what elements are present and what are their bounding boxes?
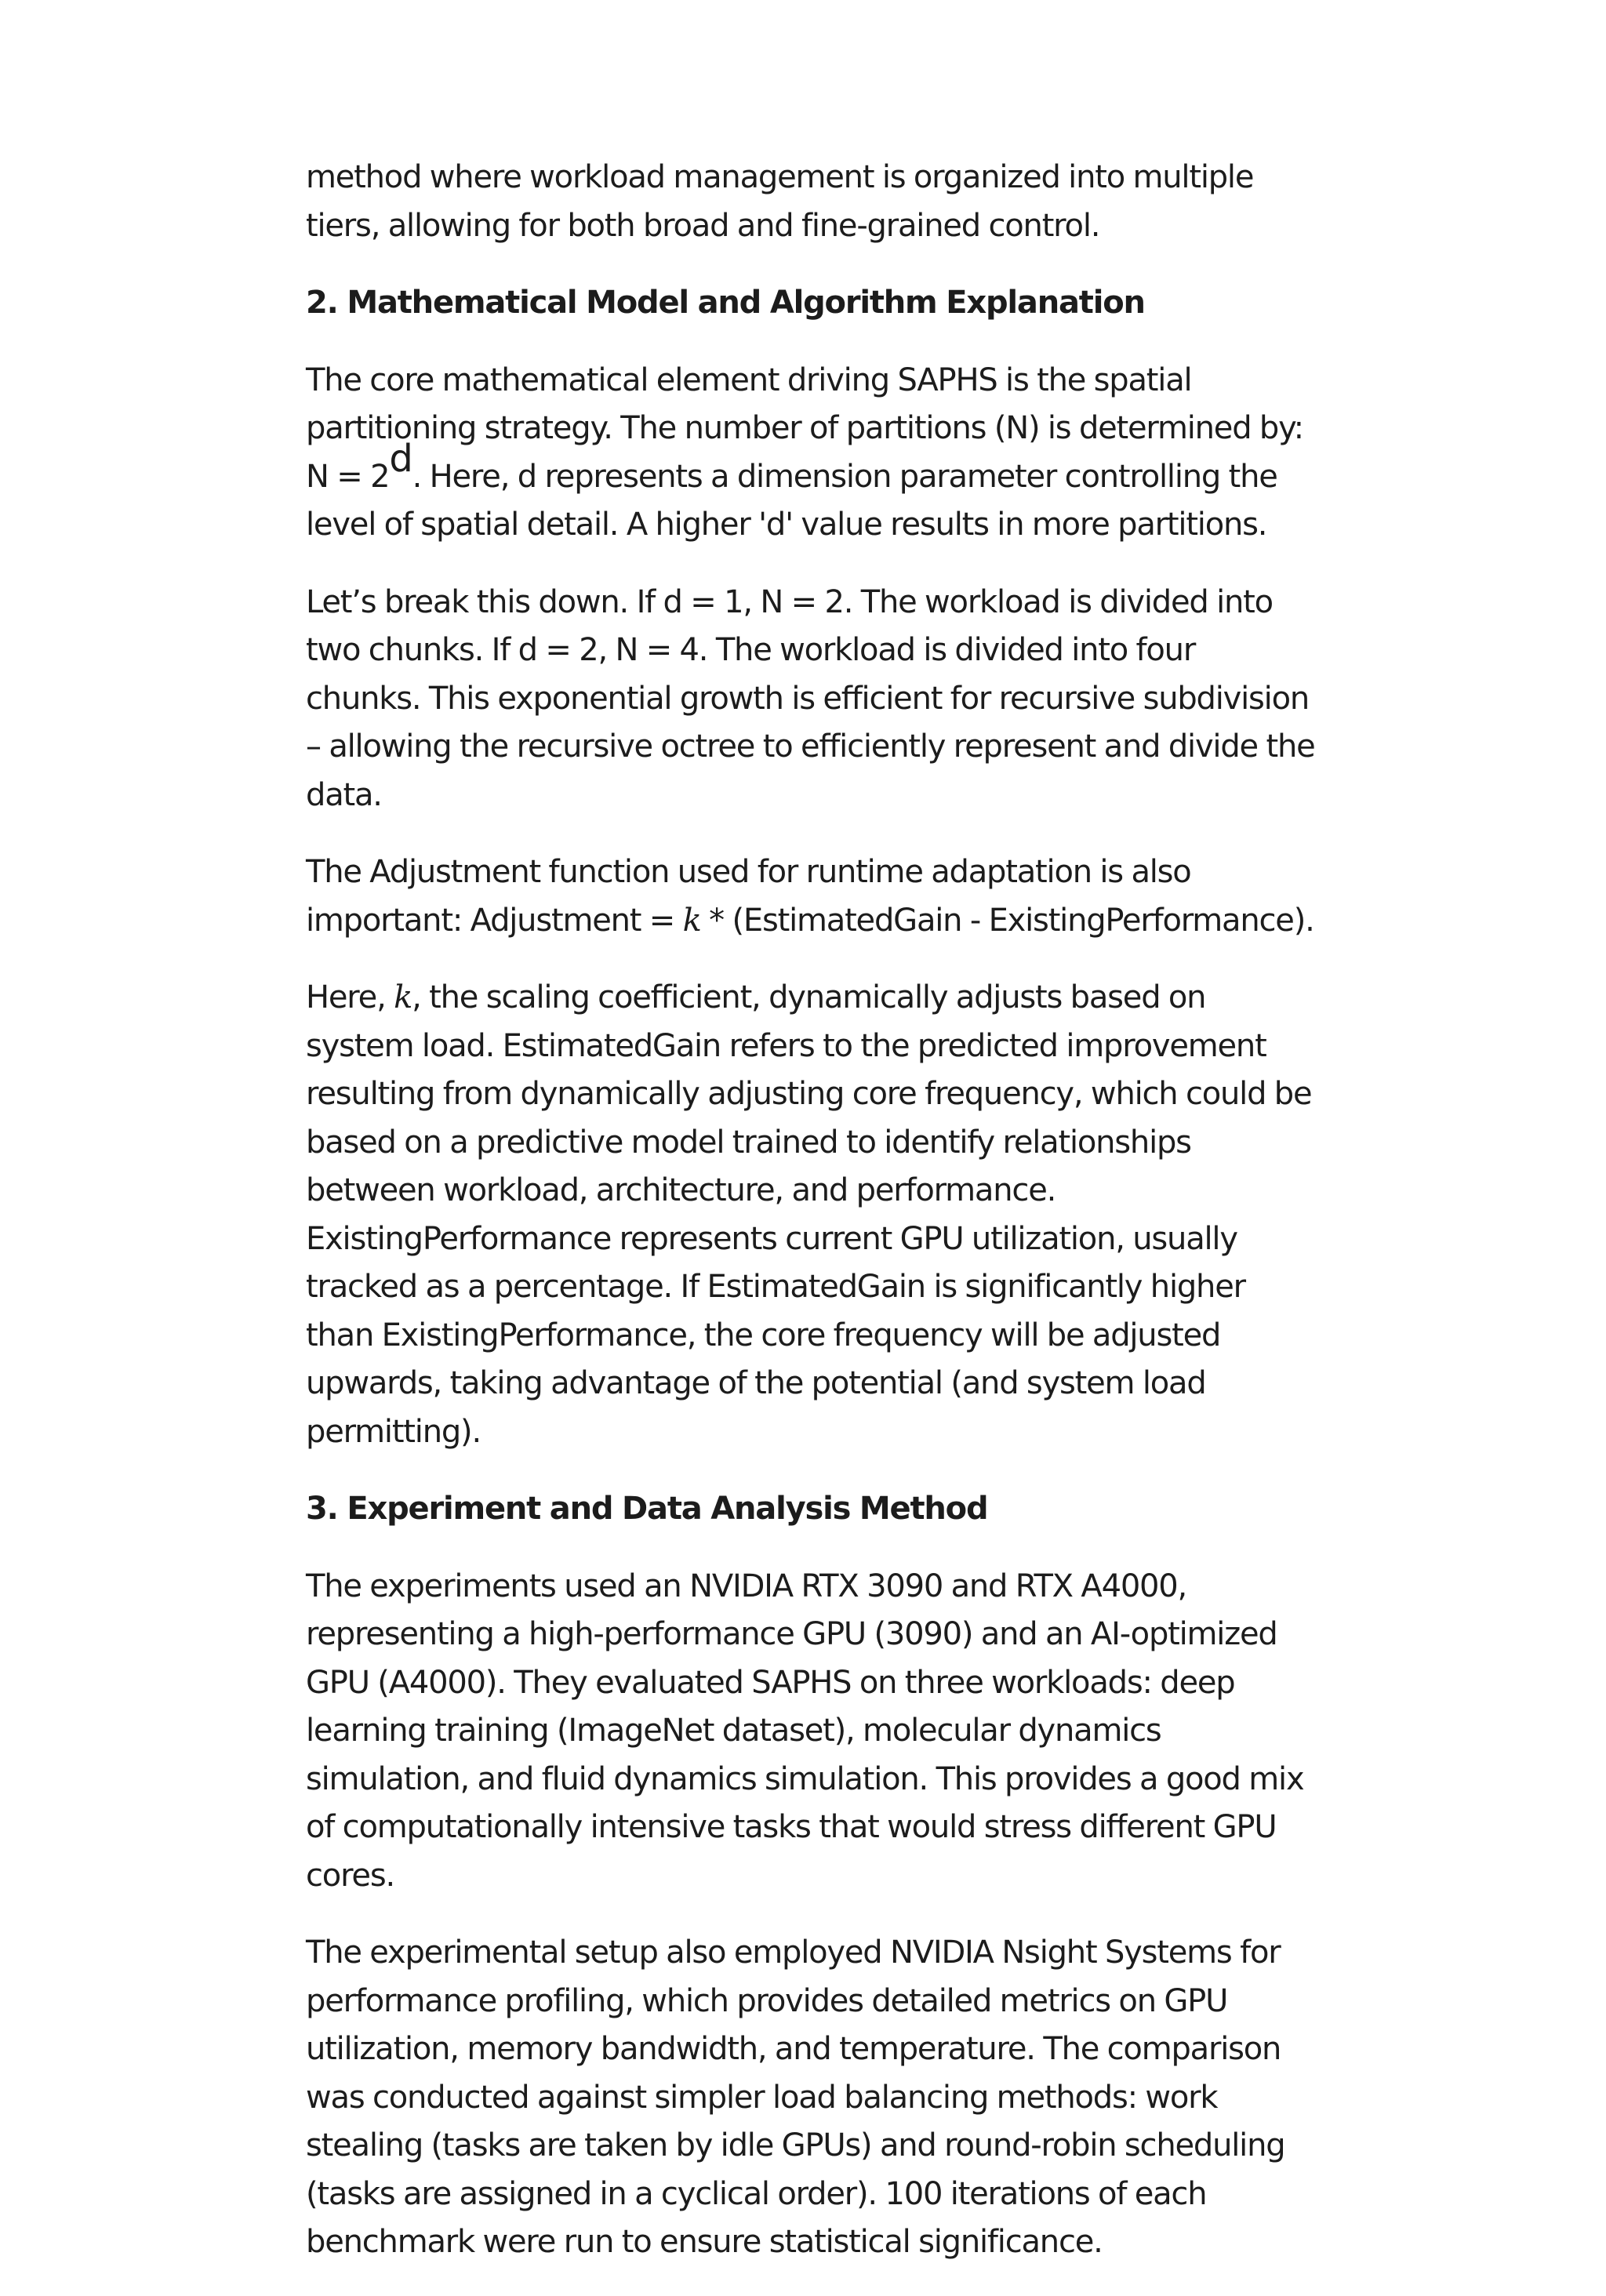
adjustment-text-a: The Adjustment function used for runtime adaptation is also important: Adjustment = bbox=[306, 854, 1191, 939]
setup-paragraph: The experimental setup also employed NVIDIA Nsight Systems for performance profiling, which provides detailed metrics on GPU utilization, memory bandwidth, and temperature. The comparison was conducted against simpler load balancing methods: work stealing (tasks are taken by idle GPUs) and round-robin scheduling (tasks are assigned in a cyclical order). 100 iterations of each benchmark were run to ensure statistical significance. bbox=[306, 1935, 1285, 2260]
partitions-exponent: d bbox=[389, 436, 412, 481]
experiments-paragraph: The experiments used an NVIDIA RTX 3090 and RTX A4000, representing a high-performance GPU (3090) and an AI-optimized GPU (A4000). They evaluated SAPHS on three workloads: deep learning training (ImageNet dataset), molecular dynamics simulation, and fluid dynamics simulation. This provides a good mix of computationally intensive tasks that would stress different GPU cores. bbox=[306, 1568, 1304, 1894]
adjustment-k-variable: k bbox=[682, 902, 701, 939]
document-page bbox=[306, 154, 1317, 2296]
adjustment-paragraph bbox=[306, 848, 1317, 945]
adjustment-text-b: * (EstimatedGain - ExistingPerformance). bbox=[700, 902, 1314, 939]
coefficient-k-variable: k bbox=[394, 979, 412, 1015]
coefficient-text-b: , the scaling coefficient, dynamically adjusts based on system load. EstimatedGain refers to the predicted improvement resulting from dynamically adjusting core frequency, which could be based on a predictive model trained to identify relationships between workload, architecture, and performance. ExistingPerformance represents current GPU utilization, usually tracked as a percentage. If EstimatedGain is significantly higher than ExistingPerformance, the core frequency will be adjusted upwards, taking advantage of the potential (and system load permitting). bbox=[306, 979, 1312, 1450]
coefficient-text-a: Here, bbox=[306, 979, 394, 1015]
section-3-heading: 3. Experiment and Data Analysis Method bbox=[306, 1491, 988, 1527]
partitions-text-b: . Here, d represents a dimension parameter controlling the level of spatial detail. A higher 'd' value results in more partitions. bbox=[306, 458, 1277, 543]
breakdown-paragraph: Let’s break this down. If d = 1, N = 2. The workload is divided into two chunks. If d = 2, N = 4. The workload is divided into four chunks. This exponential growth is efficient for recursive subdivision – allowing the recursive octree to efficiently represent and divide the data. bbox=[306, 583, 1315, 813]
intro-paragraph: method where workload management is organized into multiple tiers, allowing for both broad and fine-grained control. bbox=[306, 159, 1254, 244]
partitions-text-a: The core mathematical element driving SAPHS is the spatial partitioning strategy. The number of partitions (N) is determined by: N = 2 bbox=[306, 361, 1303, 495]
coefficient-paragraph bbox=[306, 974, 1317, 1456]
section-2-heading: 2. Mathematical Model and Algorithm Explanation bbox=[306, 285, 1145, 321]
partitions-paragraph bbox=[306, 357, 1317, 550]
